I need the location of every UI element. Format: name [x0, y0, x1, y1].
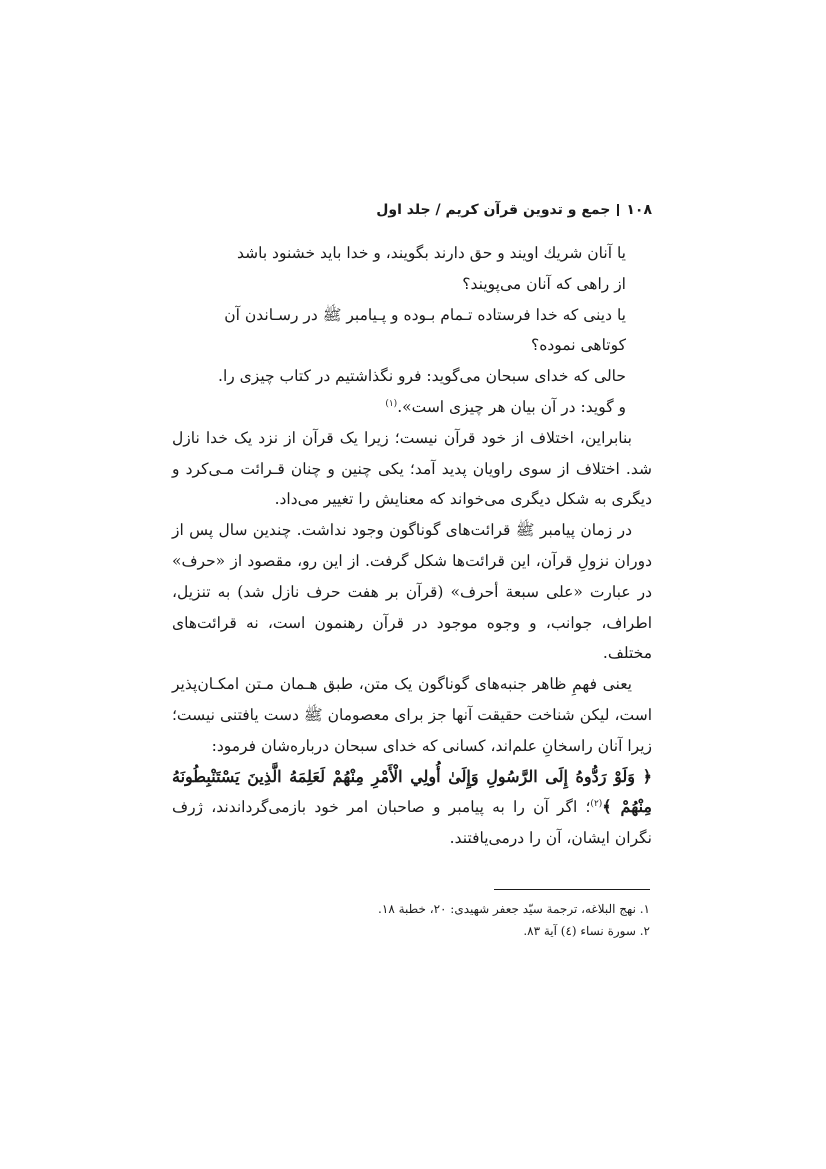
- footnote: ۱. نهج البلاغه، ترجمة سيّد جعفر شهيدى: ۲۰، خطبة ۱۸.: [378, 902, 650, 916]
- quote-line: از راهى كه آنان مى‌پويند؟: [462, 274, 626, 293]
- paragraph: در زمان پيامبر ﷺ قرائت‌هاى گوناگون وجود نداشت. چندين سال پس از دوران نزولِ قرآن، اين قرائت‌ها شكل گرفت. از اين رو، مقصود از «حرف» در عبارت «على سبعة أحرف» (قرآن بر هفت حرف نازل شد) به تنزيل، اطراف، جوانب، و وجوه موجود در قرآن رهنمون است، نه قرائت‌هاى مختلف.: [172, 521, 652, 663]
- footnote-ref-2: (۲): [590, 799, 603, 810]
- book-title: جمع و تدوين قرآن كريم / جلد اول: [376, 202, 611, 218]
- main-text: [172, 238, 652, 854]
- quote-line: [172, 392, 652, 423]
- quote-line: كوتاهى نموده؟: [531, 336, 626, 355]
- footnote-ref-1: (۱): [385, 398, 398, 409]
- footnote-divider: [494, 889, 650, 890]
- quote-line: حالى كه خداى سبحان مى‌گويد: فرو نگذاشتيم در كتاب چيزى را.: [218, 367, 626, 386]
- page-number: ۱۰۸: [626, 202, 652, 218]
- quote-line: يا آنان شريك اويند و حق دارند بگويند، و خدا بايد خشنود باشد: [236, 244, 626, 262]
- header-square-ornament: [617, 204, 619, 216]
- running-header: [376, 198, 652, 222]
- verse-paragraph: [172, 762, 652, 854]
- paragraph: بنابراين، اختلاف از خود قرآن نيست؛ زيرا يک قرآن از نزد يک خدا نازل شد. اختلاف از سوى راويان پديد آمد؛ يكى چنين و چنان قـرائت مـى‌كرد و ديگرى به شكل ديگرى مى‌خواند كه معنايش را تغيير مى‌داد.: [172, 428, 652, 509]
- footnotes: [300, 898, 650, 942]
- quote-line-text: و گويد: در آن بيان هر چيزى است».: [397, 397, 626, 416]
- footnote: ۲. سورة نساء (٤) آية ۸۳.: [523, 924, 650, 938]
- quote-line: يا دينى كه خدا فرستاده تـمام بـوده و پـيامبر ﷺ در رسـاندن آن: [224, 305, 626, 324]
- paragraph: يعنى فهمِ ظاهر جنبه‌هاى گوناگون يک متن، طبق هـمان مـتن امكـان‌پذير است، ليكن شناخت حقيقت آنها جز براى معصومان ﷺ دست يافتنى نيست؛ زيرا آنان راسخانِ علم‌اند، كسانى كه خداى سبحان درباره‌شان فرمود:: [172, 675, 652, 755]
- verse-translation: ؛ اگر آن را به پيامبر و صاحبان امر خود بازمى‌گرداندند، ژرف نگران ايشان، آن را درمى‌يافتند.: [172, 798, 652, 848]
- quran-verse: ﴿ وَلَوْ رَدُّوهُ إِلَى الرَّسُولِ وَإِلَىٰ أُولِي الْأَمْرِ مِنْهُمْ لَعَلِمَهُ الَّذِينَ يَسْتَنْبِطُونَهُ مِنْهُمْ ﴾: [172, 766, 653, 817]
